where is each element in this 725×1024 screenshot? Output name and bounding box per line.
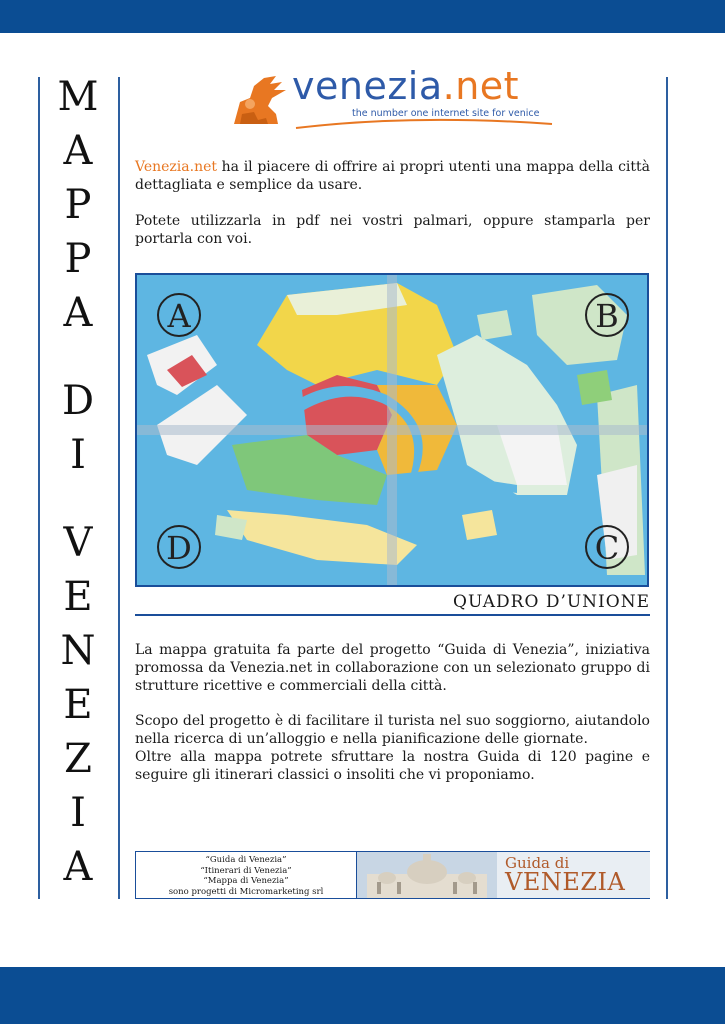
title-letter: V [63,520,93,566]
title-letter: I [70,790,86,836]
right-rule [666,77,668,899]
title-letter: P [64,182,92,228]
top-band [0,0,725,33]
intro-paragraph-2: Potete utilizzarla in pdf nei vostri palmari, oppure stamparla per portarla con voi. [135,213,650,247]
intro-text-1: ha il piacere di offrire ai propri utenti una mappa della città dettagliata e semplice da usare. [135,159,650,193]
title-letter: E [63,682,93,728]
bottom-band [0,967,725,1024]
quadrant-c-label: C [594,529,620,567]
footer-line: “Mappa di Venezia” [203,876,289,886]
title-gap [38,482,118,516]
logo-part-1: venezia [292,64,443,108]
title-letter: E [63,574,93,620]
footer-line: “Itinerari di Venezia” [200,865,292,876]
quadrant-a-label: A [167,297,191,335]
title-letter: A [63,128,93,174]
title-letter: I [70,432,86,478]
vertical-title [38,70,118,894]
basilica-icon [357,852,497,898]
title-letter: A [63,844,93,890]
title-letter: N [60,628,96,674]
intro-paragraph-1 [135,158,650,194]
title-letter: P [64,236,92,282]
logo-tagline: the number one internet site for venice [352,108,540,119]
footer-credits [136,852,356,898]
title-gap [38,340,118,374]
body-paragraph-2: Scopo del progetto è di facilitare il turista nel suo soggiorno, aiutandolo nella ricerca di un’alloggio e nella pianificazione delle giornate. [135,713,650,747]
logo-wordmark [292,64,519,108]
quadrant-d-label: D [166,529,192,567]
body-paragraph-1: La mappa gratuita fa parte del progetto “Guida di Venezia”, iniziativa promossa da Venezia.net in collaborazione con un selezionato gruppo di strutture ricettive e commerciali della città. [135,642,650,694]
footer-line: sono progetti di Micromarketing srl [168,886,324,897]
left-rule-2 [118,77,120,899]
guida-banner[interactable] [356,852,650,898]
body-paragraph-3: Oltre alla mappa potrete sfruttare la nostra Guida di 120 pagine e seguire gli itinerari classici o insoliti che vi proponiamo. [135,749,650,783]
logo-swoosh [294,118,554,132]
logo-part-2: .net [442,64,520,108]
title-letter: Z [64,736,92,782]
venice-map[interactable] [135,273,649,587]
winged-lion-icon [230,74,294,132]
footer-line: “Guida di Venezia” [205,855,287,865]
site-link[interactable]: Venezia.net [135,159,217,175]
map-caption: QUADRO D’UNIONE [135,592,650,616]
map-graphic [137,275,647,585]
venezia-net-logo[interactable] [230,64,550,130]
title-letter: A [63,290,93,336]
quadrant-b-label: B [595,297,619,335]
footer-box [135,851,650,899]
title-letter: M [57,74,99,120]
guida-label-small: Guida di [505,854,570,872]
guida-label-big: VENEZIA [505,868,626,896]
title-letter: D [61,378,95,424]
